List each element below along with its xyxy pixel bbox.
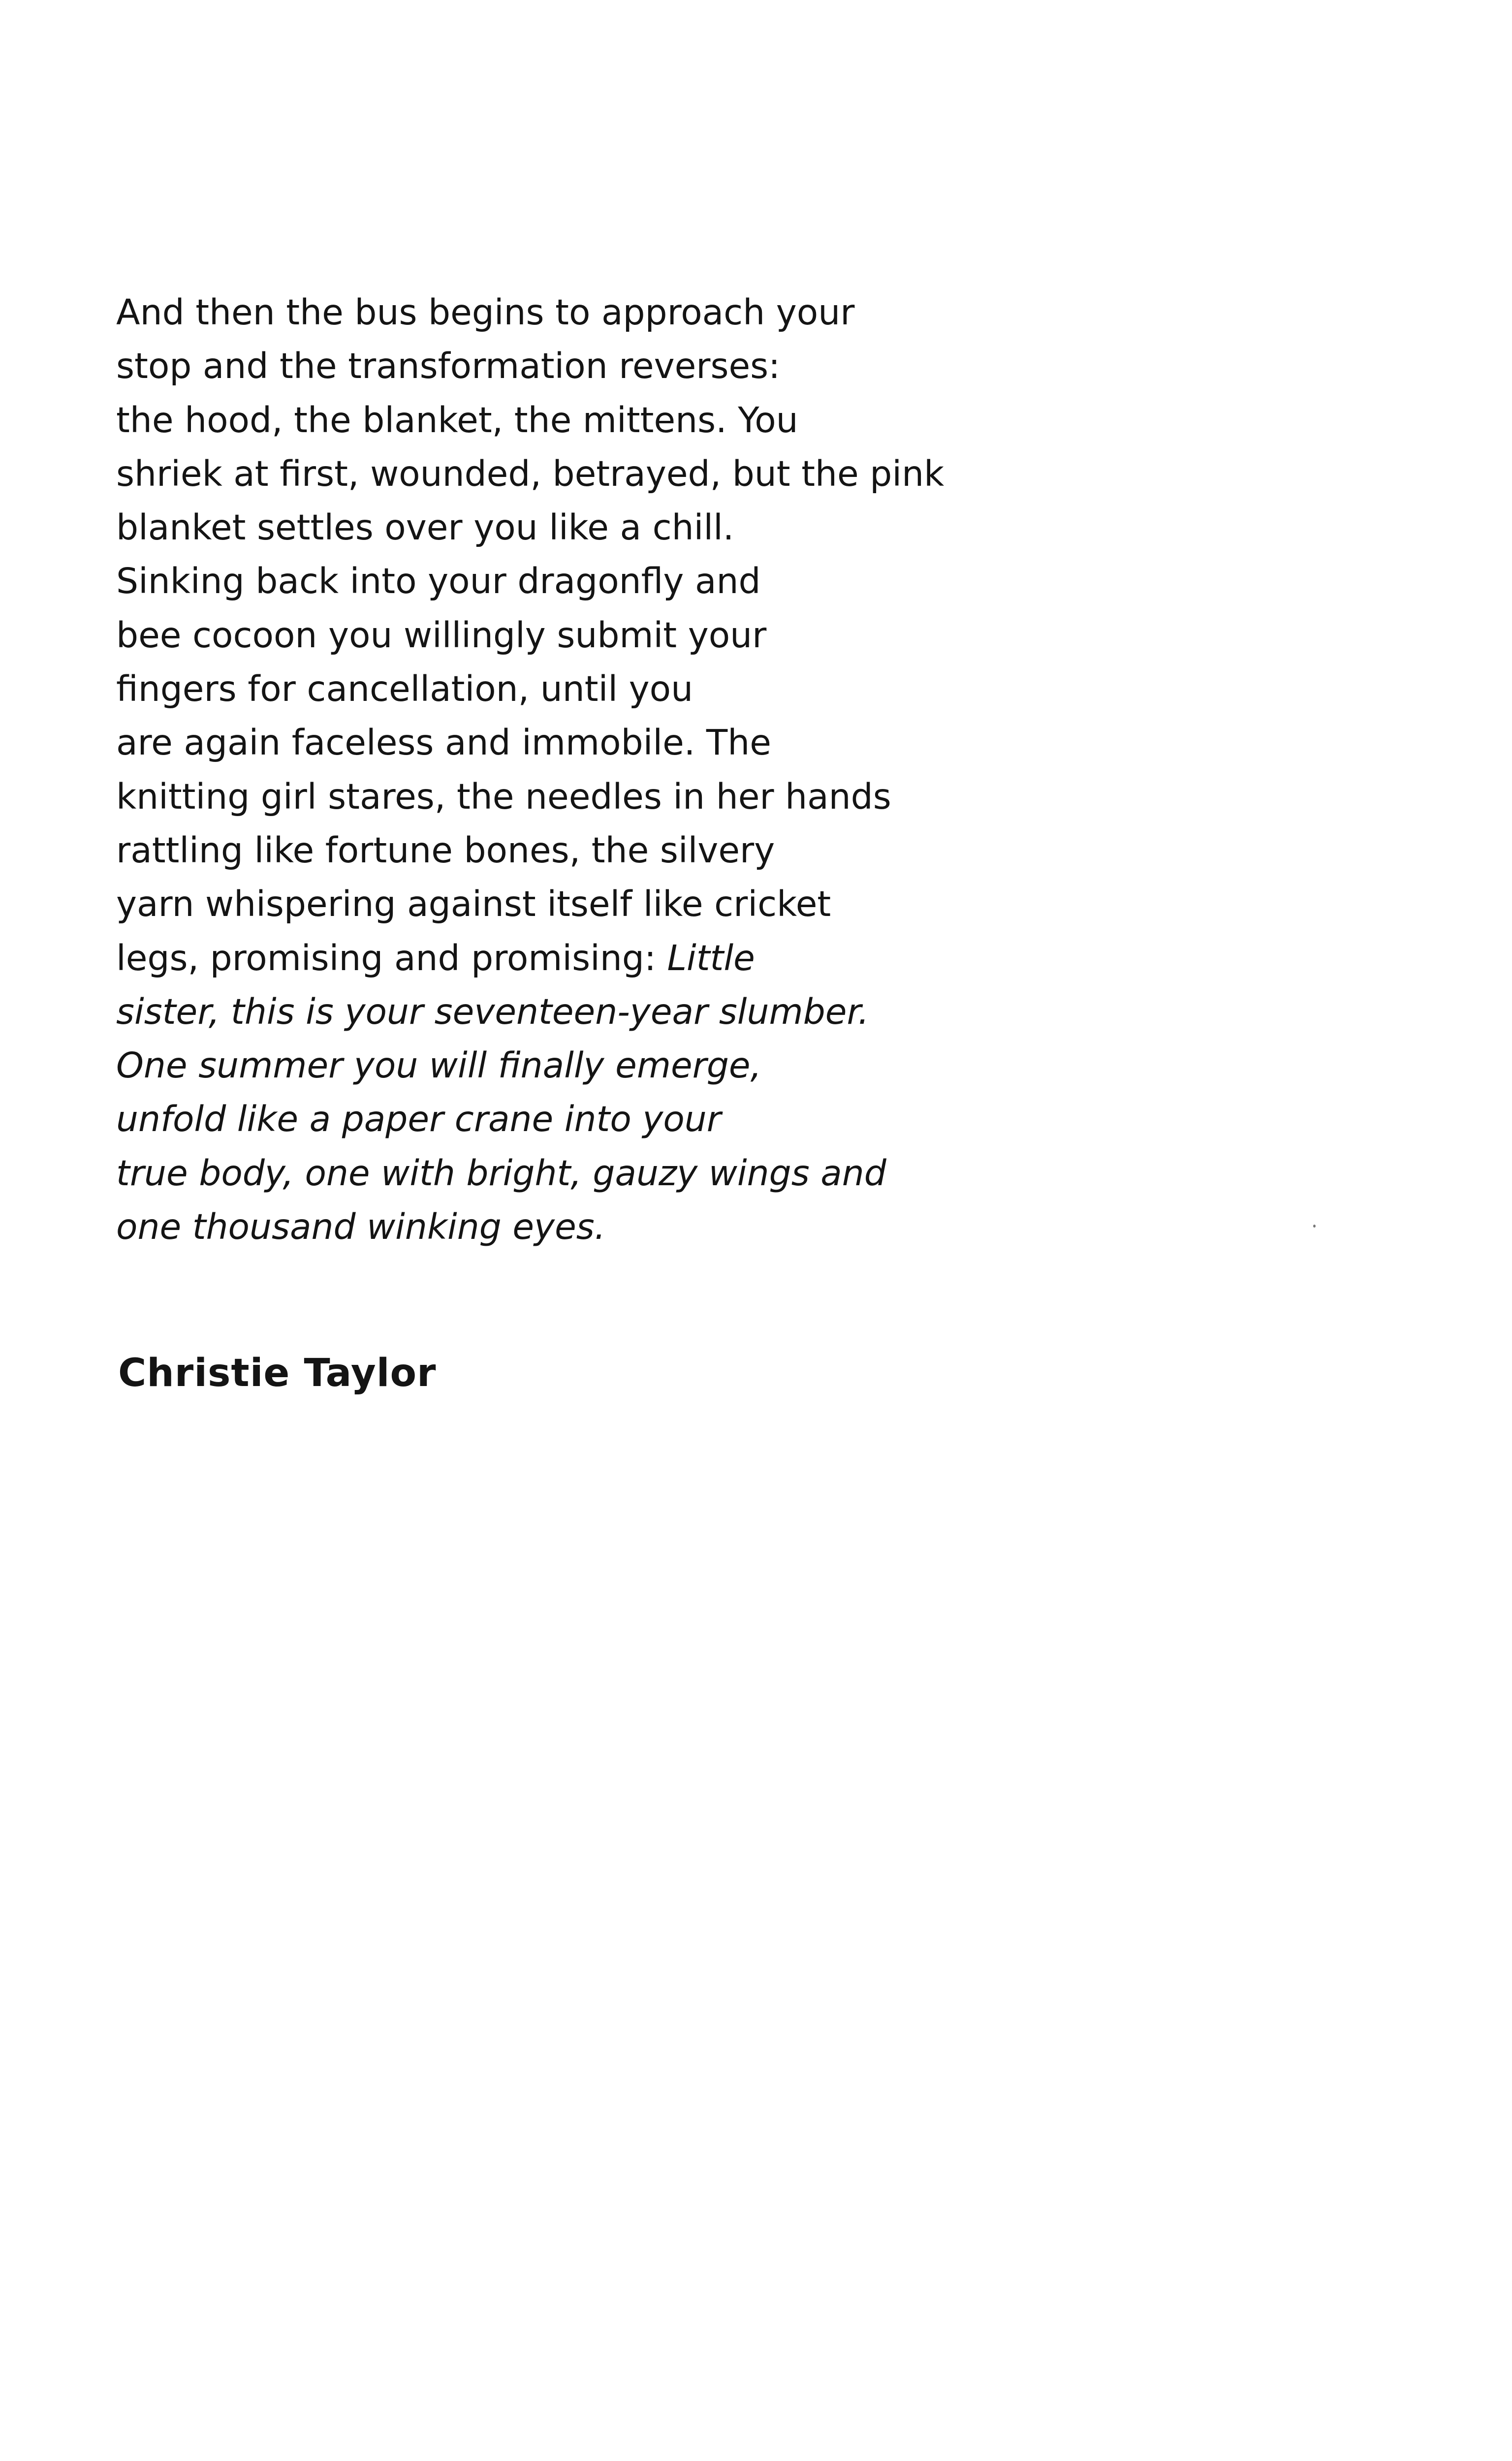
poem-line: blanket settles over you like a chill.: [116, 507, 734, 548]
poem-line: stop and the transformation reverses:: [116, 346, 781, 387]
author-name: Christie Taylor: [118, 1351, 437, 1395]
poem-line-italic: Little: [667, 937, 755, 978]
poem-line: bee cocoon you willingly submit your: [116, 614, 767, 656]
poem-line: [116, 931, 1199, 985]
poem-line-italic: One summer you will finally emerge,: [116, 1045, 762, 1086]
poem-line-italic: unfold like a paper crane into your: [116, 1099, 721, 1140]
poem-line-roman: legs, promising and promising:: [116, 937, 667, 978]
print-speck: [1313, 1225, 1316, 1228]
poem-text: [116, 285, 1199, 1254]
poem-line-italic: sister, this is your seventeen-year slumber.: [116, 991, 869, 1032]
poem-line: yarn whispering against itself like cricket: [116, 883, 831, 925]
poem-line: rattling like fortune bones, the silvery: [116, 829, 775, 871]
poem-line: knitting girl stares, the needles in her hands: [116, 776, 891, 817]
poem-line: shriek at first, wounded, betrayed, but the pink: [116, 453, 945, 494]
poem-line-italic: true body, one with bright, gauzy wings and: [116, 1152, 886, 1194]
poem-line-italic: one thousand winking eyes.: [116, 1206, 606, 1248]
poem-line: fingers for cancellation, until you: [116, 668, 693, 710]
poem-line: the hood, the blanket, the mittens. You: [116, 399, 798, 441]
poem-line: are again faceless and immobile. The: [116, 722, 771, 763]
poem-line: And then the bus begins to approach your: [116, 292, 855, 333]
poem-line: Sinking back into your dragonfly and: [116, 561, 761, 602]
